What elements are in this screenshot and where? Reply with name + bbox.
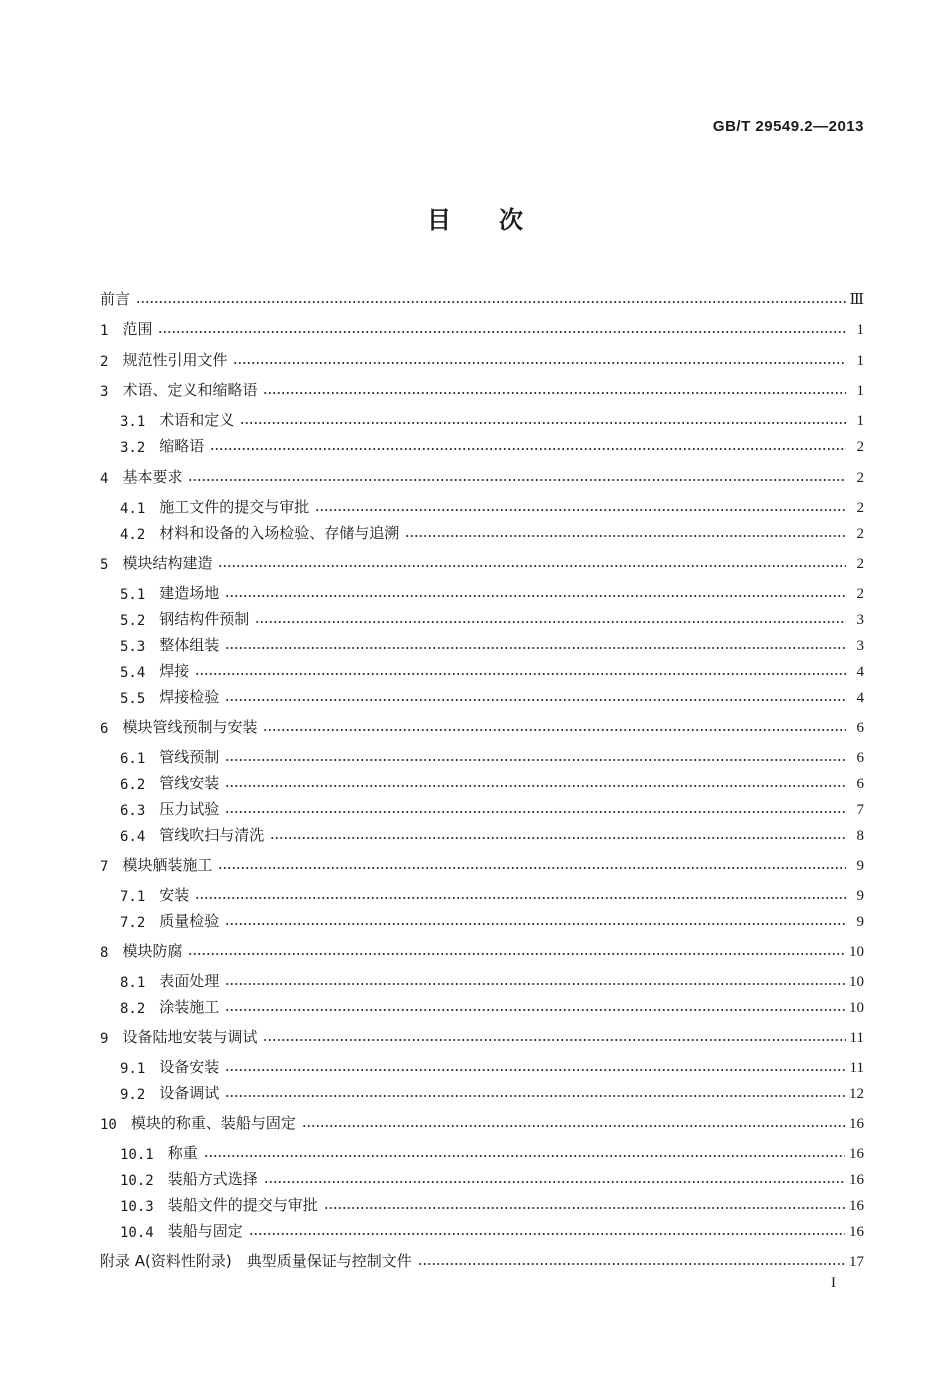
- toc-entry-label: 管线安装: [159, 774, 220, 792]
- toc-entry-page: 9: [856, 858, 864, 874]
- toc-entry-label: 材料和设备的入场检验、存储与追溯: [159, 524, 400, 542]
- toc-entry[interactable]: [100, 348, 864, 370]
- toc-entry-page: 11: [849, 1060, 864, 1076]
- toc-entry-number: 10: [100, 1117, 117, 1133]
- toc-leader-dots: [263, 728, 846, 732]
- toc-entry-number: 5.4: [120, 665, 146, 681]
- toc-entry[interactable]: [100, 408, 864, 430]
- toc-entry-number: 8: [100, 945, 109, 961]
- toc-entry[interactable]: [100, 771, 864, 793]
- toc-entry-page: 10: [849, 1000, 864, 1016]
- toc-leader-dots: [225, 698, 846, 702]
- toc-entry-page: 3: [856, 638, 864, 654]
- toc-entry-label: 模块的称重、装船与固定: [130, 1114, 296, 1132]
- toc-leader-dots: [136, 300, 846, 304]
- toc-entry-page: 2: [856, 439, 864, 455]
- toc-entry[interactable]: [100, 939, 864, 961]
- toc-entry-number: 10.1: [120, 1147, 154, 1163]
- toc-entry-page: 16: [849, 1116, 864, 1132]
- toc-entry[interactable]: [100, 995, 864, 1017]
- toc-entry[interactable]: [100, 581, 864, 603]
- toc-entry-page: 12: [849, 1086, 864, 1102]
- toc-entry-number: 10.4: [120, 1225, 154, 1241]
- toc-entry[interactable]: [100, 465, 864, 487]
- toc-entry-label: 设备安装: [159, 1058, 220, 1076]
- toc-entry-page: 2: [856, 526, 864, 542]
- toc-entry-label: 施工文件的提交与审批: [159, 498, 310, 516]
- toc-leader-dots: [225, 1094, 845, 1098]
- toc-leader-dots: [204, 1154, 845, 1158]
- toc-entry-number: 4.1: [120, 501, 146, 517]
- toc-leader-dots: [264, 1180, 845, 1184]
- toc-entry-label: 压力试验: [159, 800, 220, 818]
- toc-entry-page: 1: [856, 413, 864, 429]
- toc-entry-label: 管线吹扫与清洗: [159, 826, 265, 844]
- toc-leader-dots: [324, 1206, 845, 1210]
- toc-entry[interactable]: [100, 434, 864, 456]
- toc-entry-number: 10.3: [120, 1199, 154, 1215]
- toc-entry[interactable]: [100, 853, 864, 875]
- toc-entry[interactable]: [100, 745, 864, 767]
- toc-entry[interactable]: [100, 969, 864, 991]
- toc-entry-page: 10: [849, 944, 864, 960]
- toc-entry-number: 7.1: [120, 889, 146, 905]
- toc-leader-dots: [418, 1262, 845, 1266]
- toc-entry[interactable]: [100, 551, 864, 573]
- toc-entry-page: 2: [856, 470, 864, 486]
- toc-entry[interactable]: [100, 1193, 864, 1215]
- toc-entry-page: 17: [849, 1254, 864, 1270]
- toc-entry-number: 5.5: [120, 691, 146, 707]
- toc-entry-number: 2: [100, 354, 109, 370]
- toc-entry-page: 2: [856, 500, 864, 516]
- toc-entry-label: 设备调试: [159, 1084, 220, 1102]
- toc-leader-dots: [225, 784, 846, 788]
- toc-entry[interactable]: [100, 607, 864, 629]
- toc-leader-dots: [249, 1232, 845, 1236]
- toc-entry-number: 10.2: [120, 1173, 154, 1189]
- toc-leader-dots: [195, 672, 846, 676]
- toc-entry-number: 5.3: [120, 639, 146, 655]
- toc-entry-label: 安装: [159, 886, 190, 904]
- toc-entry[interactable]: [100, 1141, 864, 1163]
- toc-entry-label: 模块舾装施工: [122, 856, 213, 874]
- page-number: I: [831, 1275, 836, 1291]
- toc-entry-page: 2: [856, 586, 864, 602]
- toc-entry-label: 钢结构件预制: [159, 610, 250, 628]
- toc-leader-dots: [218, 564, 846, 568]
- toc-leader-dots: [225, 1008, 845, 1012]
- toc-entry-page: 9: [856, 888, 864, 904]
- toc-entry[interactable]: [100, 1025, 864, 1047]
- toc-leader-dots: [195, 896, 846, 900]
- toc-entry-page: 1: [856, 383, 864, 399]
- toc-leader-dots: [233, 361, 846, 365]
- toc-entry-label: 表面处理: [159, 972, 220, 990]
- toc-entry-number: 9: [100, 1031, 109, 1047]
- toc-entry-page: 11: [849, 1030, 864, 1046]
- toc-entry[interactable]: [100, 633, 864, 655]
- toc-leader-dots: [158, 330, 846, 334]
- toc-entry-page: 6: [856, 776, 864, 792]
- toc-entry-label: 模块管线预制与安装: [122, 718, 258, 736]
- toc-entry-number: 3.1: [120, 414, 146, 430]
- toc-entry[interactable]: [100, 495, 864, 517]
- toc-leader-dots: [255, 620, 846, 624]
- toc-entry-page: 4: [856, 690, 864, 706]
- toc-leader-dots: [225, 758, 846, 762]
- toc-leader-dots: [240, 421, 846, 425]
- toc-leader-dots: [405, 534, 846, 538]
- toc-entry-label: 术语、定义和缩略语: [122, 381, 258, 399]
- toc-leader-dots: [188, 478, 846, 482]
- toc-entry-number: 5.2: [120, 613, 146, 629]
- toc-entry-page: 16: [849, 1146, 864, 1162]
- toc-entry[interactable]: [100, 1219, 864, 1241]
- toc-entry-page: 4: [856, 664, 864, 680]
- toc-entry[interactable]: [100, 909, 864, 931]
- toc-entry-label: 模块结构建造: [122, 554, 213, 572]
- toc-entry-label: 范围: [122, 320, 153, 338]
- toc-entry-label: 基本要求: [122, 468, 183, 486]
- toc-entry-number: 9.2: [120, 1087, 146, 1103]
- toc-entry[interactable]: [100, 883, 864, 905]
- toc-entry-number: 8.1: [120, 975, 146, 991]
- toc-entry-label: 整体组装: [159, 636, 220, 654]
- toc-entry[interactable]: [100, 378, 864, 400]
- toc-entry-number: 3.2: [120, 440, 146, 456]
- toc-entry[interactable]: [100, 1055, 864, 1077]
- toc-entry-page: 10: [849, 974, 864, 990]
- toc-entry-label: 前言: [100, 290, 131, 308]
- toc-entry-page: 1: [856, 353, 864, 369]
- toc-entry[interactable]: [100, 1081, 864, 1103]
- toc-entry-label: 术语和定义: [159, 411, 235, 429]
- toc-entry-label: 称重: [167, 1144, 198, 1162]
- toc-entry[interactable]: [100, 521, 864, 543]
- toc-entry-number: 5.1: [120, 587, 146, 603]
- toc-entry[interactable]: [100, 685, 864, 707]
- toc-entry[interactable]: [100, 1111, 864, 1133]
- toc-leader-dots: [188, 952, 845, 956]
- toc-entry[interactable]: [100, 715, 864, 737]
- toc-leader-dots: [225, 982, 845, 986]
- toc-leader-dots: [225, 594, 846, 598]
- toc-entry-number: 7.2: [120, 915, 146, 931]
- toc-entry-label: 设备陆地安装与调试: [122, 1028, 258, 1046]
- toc-entry-number: 5: [100, 557, 109, 573]
- toc-entry-page: 1: [856, 322, 864, 338]
- toc-entry-number: 6.4: [120, 829, 146, 845]
- toc-entry-page: 2: [856, 556, 864, 572]
- toc-entry-label: 装船文件的提交与审批: [167, 1196, 318, 1214]
- toc-leader-dots: [225, 646, 846, 650]
- toc-entry-label: 焊接检验: [159, 688, 220, 706]
- toc-title-char-2: 次: [499, 206, 523, 234]
- toc-entry-number: 4: [100, 471, 109, 487]
- toc-entry-page: Ⅲ: [849, 292, 864, 308]
- toc-entry[interactable]: [100, 1167, 864, 1189]
- toc-entry-label: 装船与固定: [167, 1222, 243, 1240]
- toc-entry-number: 7: [100, 859, 109, 875]
- toc-entry-label: 装船方式选择: [167, 1170, 258, 1188]
- toc-entry-page: 16: [849, 1172, 864, 1188]
- toc-entry-number: 8.2: [120, 1001, 146, 1017]
- toc-entry-label: 焊接: [159, 662, 190, 680]
- toc-entry-page: 7: [856, 802, 864, 818]
- toc-entry-label: 质量检验: [159, 912, 220, 930]
- toc-entry-number: 4.2: [120, 527, 146, 543]
- toc-entry-page: 3: [856, 612, 864, 628]
- toc-leader-dots: [315, 508, 846, 512]
- toc-entry-label: 附录 A(资料性附录) 典型质量保证与控制文件: [100, 1252, 412, 1270]
- toc-entry-page: 16: [849, 1198, 864, 1214]
- toc-leader-dots: [263, 1038, 845, 1042]
- toc-leader-dots: [218, 866, 846, 870]
- toc-entry-number: 6: [100, 721, 109, 737]
- toc-entry[interactable]: [100, 1249, 864, 1271]
- toc-leader-dots: [270, 836, 846, 840]
- toc-entry-label: 建造场地: [159, 584, 220, 602]
- toc-entry[interactable]: [100, 287, 864, 309]
- toc-leader-dots: [302, 1124, 845, 1128]
- toc-title: [0, 200, 950, 235]
- toc-leader-dots: [225, 922, 846, 926]
- toc-entry-number: 9.1: [120, 1061, 146, 1077]
- toc-entry-page: 9: [856, 914, 864, 930]
- toc-entry-label: 规范性引用文件: [122, 351, 228, 369]
- toc-entry-page: 6: [856, 750, 864, 766]
- toc-entry-number: 6.2: [120, 777, 146, 793]
- toc-leader-dots: [225, 810, 846, 814]
- toc-entry[interactable]: [100, 823, 864, 845]
- toc-entry[interactable]: [100, 659, 864, 681]
- toc-entry[interactable]: [100, 797, 864, 819]
- toc-entry-number: 3: [100, 384, 109, 400]
- toc-entry-label: 涂装施工: [159, 998, 220, 1016]
- toc-entry-page: 16: [849, 1224, 864, 1240]
- toc-entry-label: 模块防腐: [122, 942, 183, 960]
- toc-entry-number: 1: [100, 323, 109, 339]
- standard-code: GB/T 29549.2—2013: [712, 118, 864, 135]
- toc-title-char-1: 目: [427, 206, 451, 234]
- toc-leader-dots: [225, 1068, 845, 1072]
- toc-leader-dots: [263, 391, 846, 395]
- toc-entry-number: 6.1: [120, 751, 146, 767]
- toc-entry-label: 管线预制: [159, 748, 220, 766]
- toc-leader-dots: [210, 447, 846, 451]
- toc-entry-number: 6.3: [120, 803, 146, 819]
- toc-entry-label: 缩略语: [159, 437, 205, 455]
- toc-entry-page: 6: [856, 720, 864, 736]
- toc-entry-page: 8: [856, 828, 864, 844]
- toc-entry[interactable]: [100, 317, 864, 339]
